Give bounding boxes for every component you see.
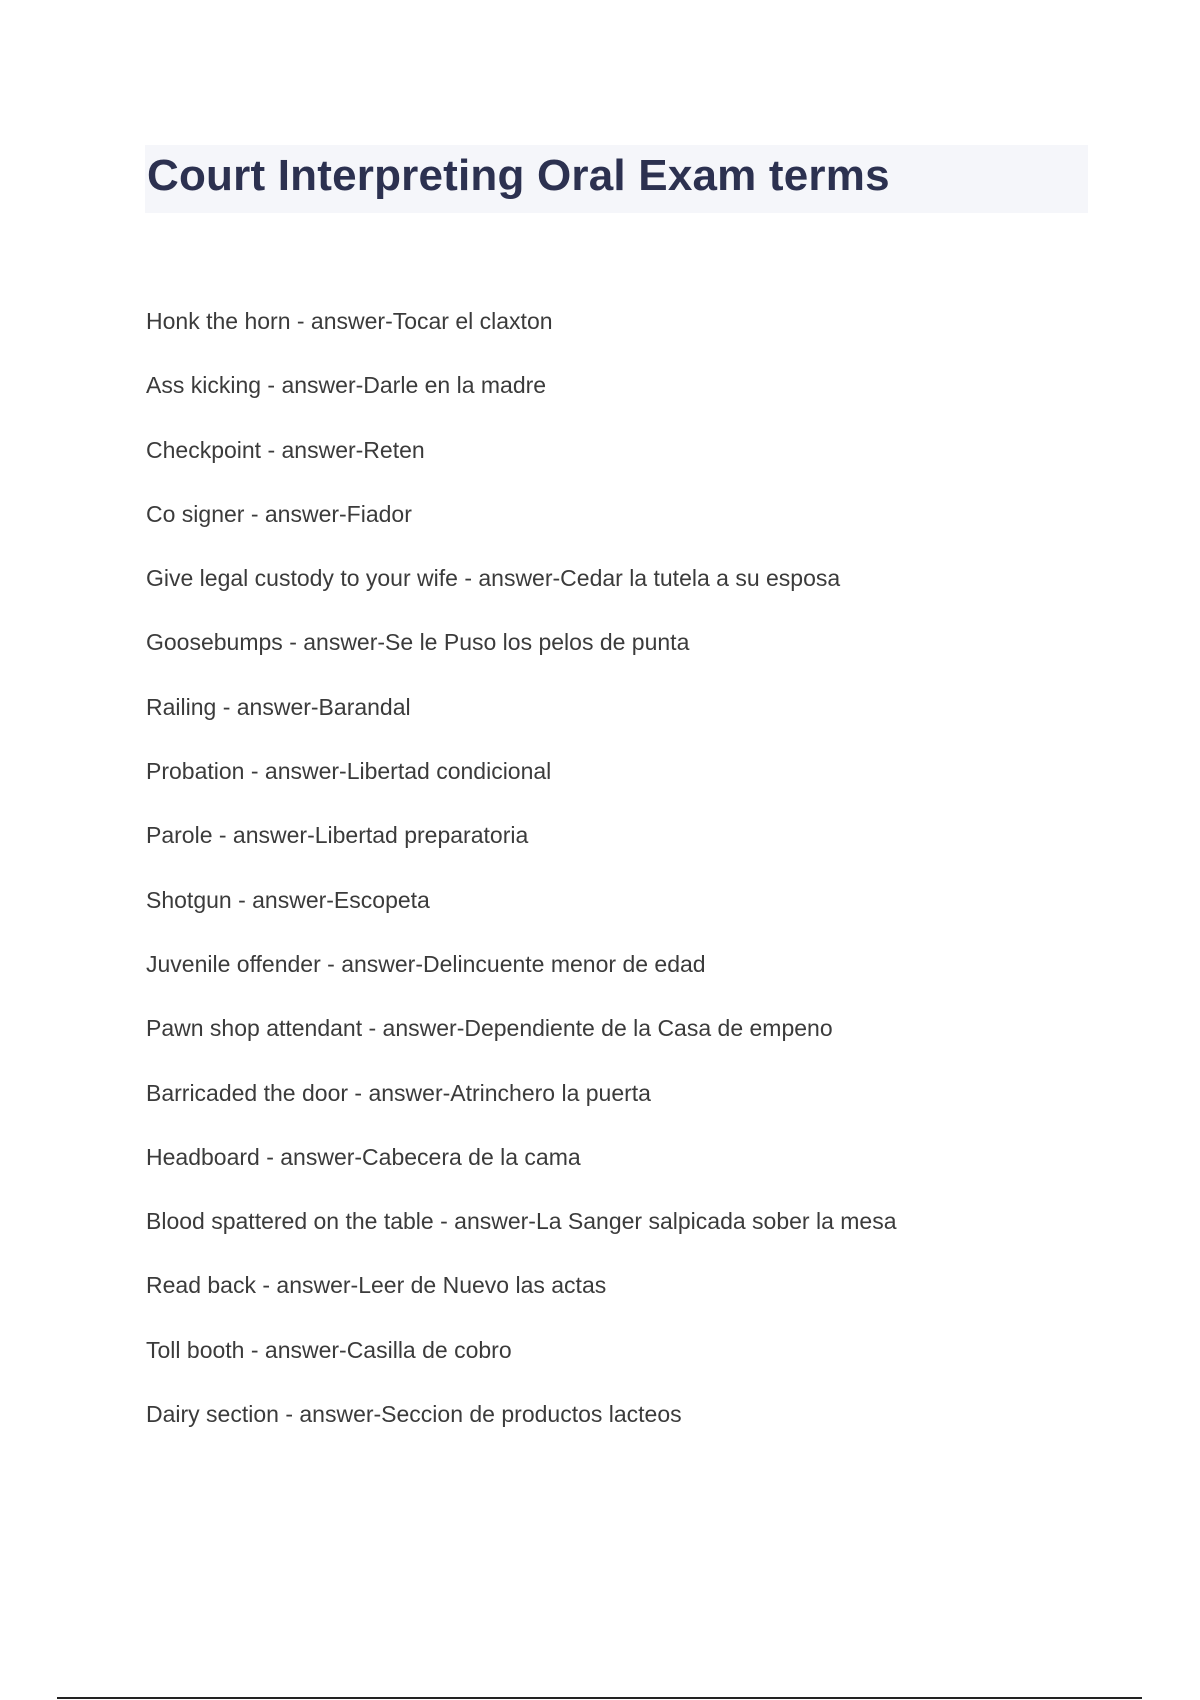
term-item: Headboard - answer-Cabecera de la cama — [146, 1143, 581, 1170]
term-item: Juvenile offender - answer-Delincuente menor de edad — [146, 950, 706, 977]
footer-divider — [57, 1697, 1142, 1699]
term-item: Ass kicking - answer-Darle en la madre — [146, 372, 547, 399]
term-item: Railing - answer-Barandal — [146, 693, 411, 720]
page-title: Court Interpreting Oral Exam terms — [147, 151, 890, 200]
term-item: Checkpoint - answer-Reten — [146, 436, 425, 463]
term-item: Probation - answer-Libertad condicional — [146, 758, 552, 785]
terms-list — [146, 304, 897, 1461]
term-item: Honk the horn - answer-Tocar el claxton — [146, 308, 553, 334]
term-item: Dairy section - answer-Seccion de productos lacteos — [146, 1401, 682, 1428]
term-item: Blood spattered on the table - answer-La Sanger salpicada sober la mesa — [146, 1208, 897, 1235]
term-item: Give legal custody to your wife - answer-Cedar la tutela a su esposa — [146, 565, 841, 592]
term-item: Co signer - answer-Fiador — [146, 500, 412, 527]
term-item: Read back - answer-Leer de Nuevo las actas — [146, 1272, 607, 1299]
term-item: Shotgun - answer-Escopeta — [146, 886, 430, 913]
term-item: Toll booth - answer-Casilla de cobro — [146, 1336, 512, 1363]
term-item: Parole - answer-Libertad preparatoria — [146, 822, 529, 849]
term-item: Pawn shop attendant - answer-Dependiente de la Casa de empeno — [146, 1015, 833, 1042]
title-band — [145, 145, 1088, 213]
term-item: Barricaded the door - answer-Atrinchero la puerta — [146, 1079, 651, 1106]
term-item: Goosebumps - answer-Se le Puso los pelos de punta — [146, 629, 690, 656]
